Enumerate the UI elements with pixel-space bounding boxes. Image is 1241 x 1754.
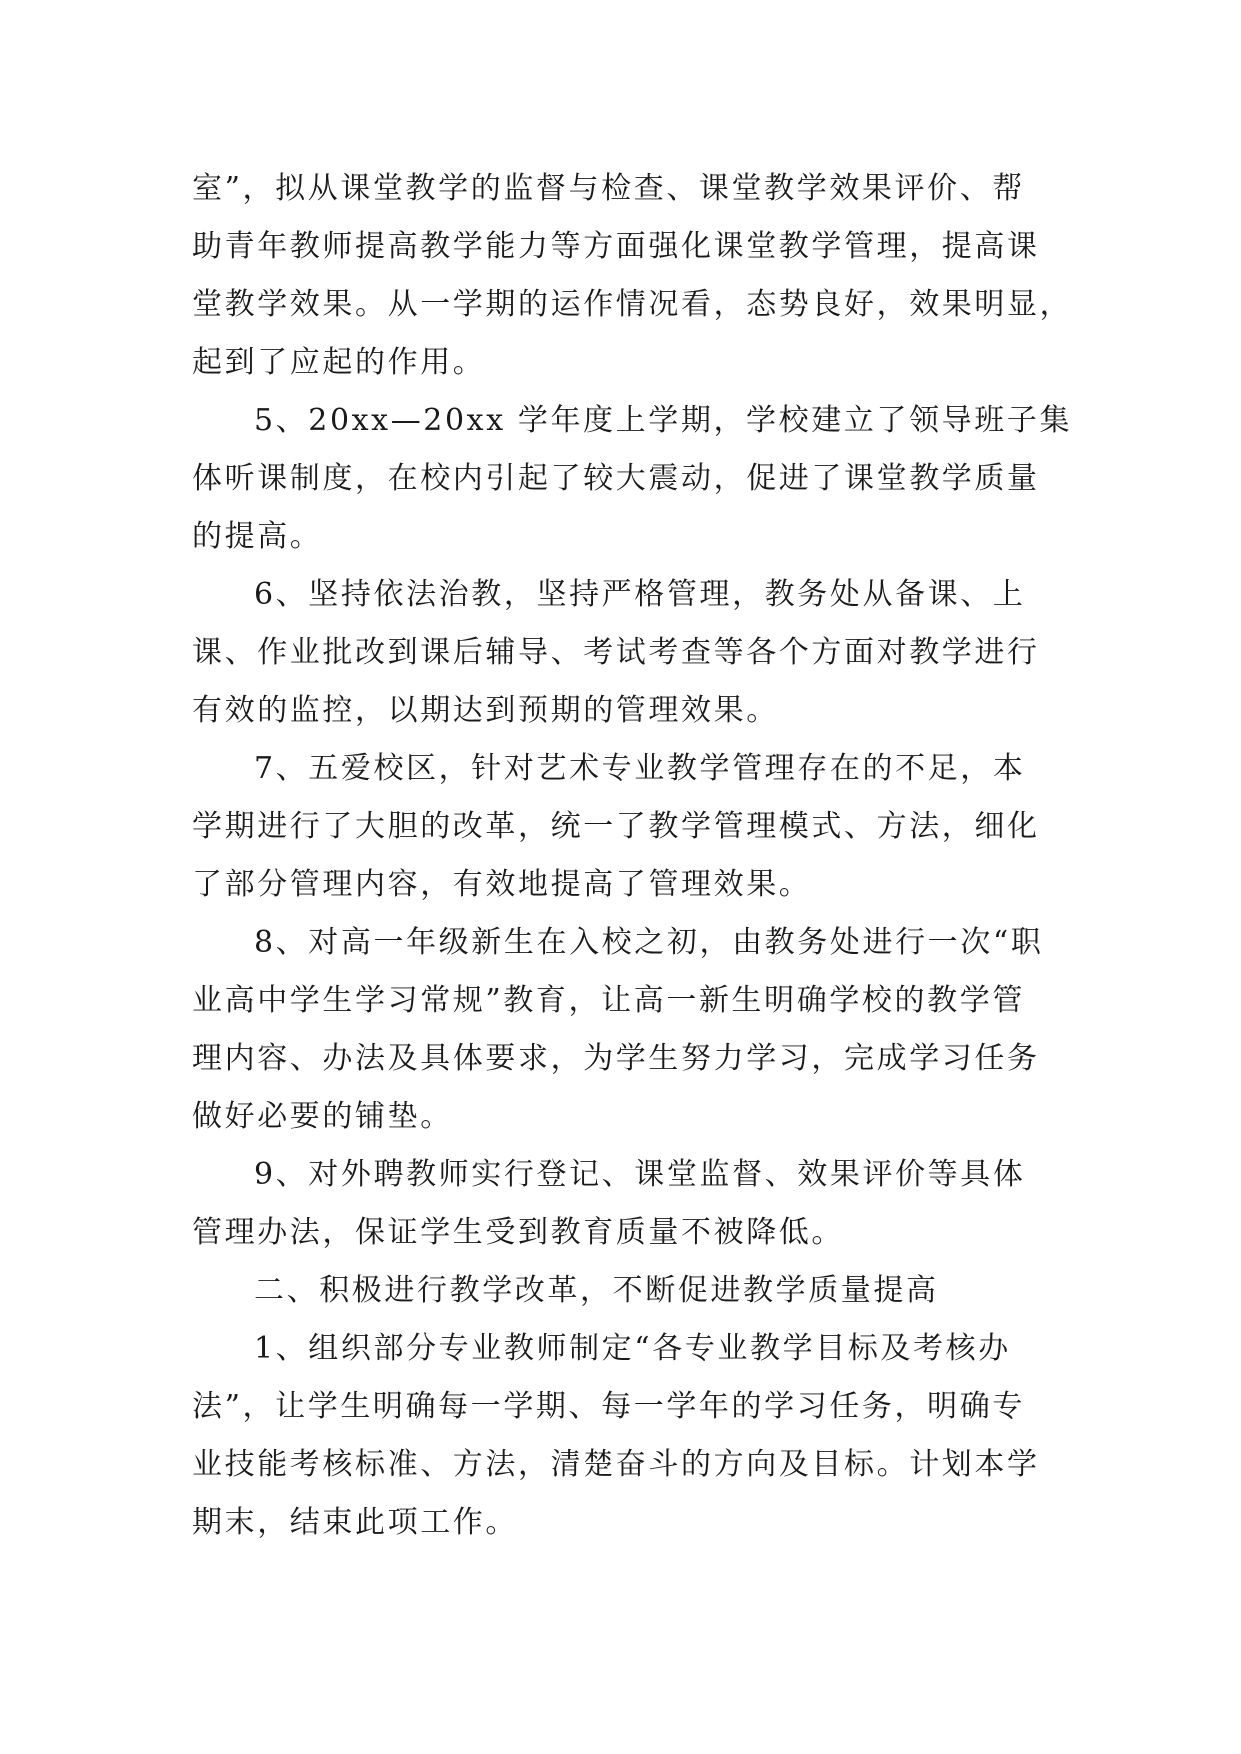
paragraph-line: 助青年教师提高教学能力等方面强化课堂教学管理，提高课	[192, 229, 1040, 264]
paragraph-line: 业技能考核标准、方法，清楚奋斗的方向及目标。计划本学	[192, 1447, 1040, 1482]
paragraph-line: 5、20xx—20xx 学年度上学期，学校建立了领导班子集	[254, 403, 1073, 438]
paragraph-line: 了部分管理内容，有效地提高了管理效果。	[192, 867, 812, 902]
paragraph-line: 体听课制度，在校内引起了较大震动，促进了课堂教学质量	[192, 461, 1040, 496]
paragraph-line: 7、五爱校区，针对艺术专业教学管理存在的不足，本	[254, 751, 1026, 786]
paragraph-line: 1、组织部分专业教师制定“各专业教学目标及考核办	[254, 1331, 1011, 1366]
paragraph-line: 起到了应起的作用。	[192, 345, 486, 380]
paragraph-line: 期末，结束此项工作。	[192, 1505, 518, 1540]
paragraph-line: 的提高。	[192, 519, 323, 554]
paragraph-line: 理内容、办法及具体要求，为学生努力学习，完成学习任务	[192, 1041, 1040, 1076]
paragraph-line: 堂教学效果。从一学期的运作情况看，态势良好，效果明显，	[192, 287, 1073, 322]
paragraph-line: 法”，让学生明确每一学期、每一学年的学习任务，明确专	[192, 1389, 1025, 1424]
section-heading: 二、积极进行教学改革，不断促进教学质量提高	[254, 1273, 939, 1308]
paragraph-line: 6、坚持依法治教，坚持严格管理，教务处从备课、上	[254, 577, 1026, 612]
paragraph-line: 管理办法，保证学生受到教育质量不被降低。	[192, 1215, 844, 1250]
paragraph-line: 课、作业批改到课后辅导、考试考查等各个方面对教学进行	[192, 635, 1040, 670]
paragraph-line: 室”，拟从课堂教学的监督与检查、课堂教学效果评价、帮	[192, 171, 1025, 206]
paragraph-line: 8、对高一年级新生在入校之初，由教务处进行一次“职	[254, 925, 1044, 960]
paragraph-line: 做好必要的铺垫。	[192, 1099, 453, 1134]
paragraph-line: 学期进行了大胆的改革，统一了教学管理模式、方法，细化	[192, 809, 1040, 844]
document-body	[192, 160, 1073, 1552]
paragraph-line: 9、对外聘教师实行登记、课堂监督、效果评价等具体	[254, 1157, 1026, 1192]
paragraph-line: 业高中学生学习常规”教育，让高一新生明确学校的教学管	[192, 983, 1025, 1018]
paragraph-line: 有效的监控，以期达到预期的管理效果。	[192, 693, 779, 728]
